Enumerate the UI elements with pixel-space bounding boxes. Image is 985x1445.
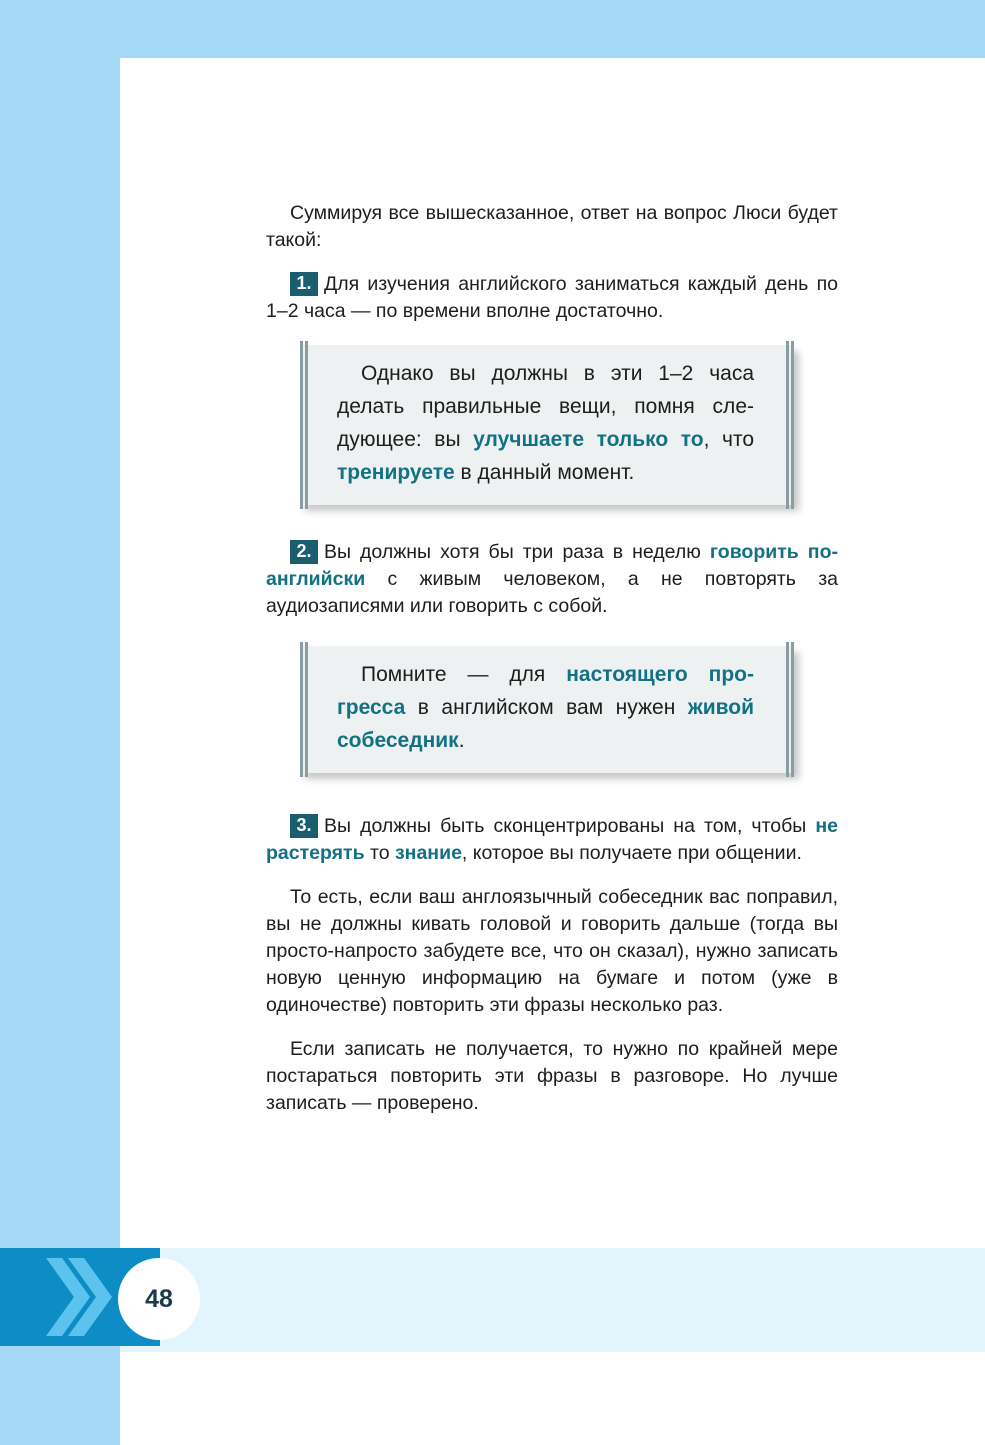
item-2-text-part: Вы должны хотя бы три раза в неделю: [324, 541, 710, 563]
callout-1-highlight: тренируете: [337, 461, 455, 484]
list-item-3: [266, 813, 838, 867]
item-3-text-part: , которое вы получаете при общении.: [461, 842, 802, 864]
item-3-highlight: не растерять: [266, 815, 838, 864]
callout-1-text-part: Однако вы должны в эти 1–2 часа делать правильные вещи, помня следующее: вы: [337, 362, 754, 451]
callout-right-bar: [786, 341, 794, 509]
item-3-text-part: Вы должны быть сконцентрированы на том, чтобы: [324, 815, 816, 837]
callout-2-text-part: Помните — для: [361, 663, 567, 686]
callout-left-bar: [300, 642, 308, 777]
item-number-3: 3.: [290, 814, 318, 838]
callout-1-text-part: , что: [703, 428, 755, 451]
item-2-text-part: с живым человеком, а не повторять за аудиозаписями или говорить с собой.: [266, 568, 838, 617]
item-3-text-part: то: [364, 842, 395, 864]
callout-2-text-part: .: [458, 729, 465, 752]
item-1-text: Для изучения английского заниматься каждый день по 1–2 часа — по времени вполне достаточно.: [266, 273, 838, 322]
page-top-border: [0, 0, 985, 58]
callout-1-highlight: улучшаете только то: [473, 428, 704, 451]
callout-1-text: [337, 357, 754, 489]
callout-box-2: [300, 646, 794, 773]
item-2-highlight: говорить по-английски: [266, 541, 838, 590]
callout-2-text: [337, 658, 754, 757]
list-item-2: [266, 539, 838, 620]
intro-paragraph: Суммируя все вышесказанное, ответ на вопрос Люси будет такой:: [266, 202, 838, 251]
callout-2-highlight: настоящего прогресса: [337, 663, 754, 719]
callout-1-text-part: в данный момент.: [454, 461, 635, 484]
page-number: 48: [118, 1258, 200, 1340]
body-paragraph-1: То есть, если ваш англоязычный собеседник вас поправил, вы не должны кивать головой и говорить дальше (тогда вы просто-напросто забудете все, что он сказал), нужно записать новую ценную информацию на бумаге и потом (уже в одиночестве) повторить эти фразы несколько раз.: [266, 886, 838, 1016]
list-item-1: [266, 271, 838, 325]
double-chevron-icon: [40, 1252, 120, 1342]
page-left-border: [0, 0, 120, 1445]
item-number-2: 2.: [290, 540, 318, 564]
item-3-highlight: знание: [394, 842, 462, 864]
callout-2-text-part: в английском вам нужен: [405, 696, 688, 719]
page-content: [266, 200, 838, 1117]
item-number-1: 1.: [290, 272, 318, 296]
callout-left-bar: [300, 341, 308, 509]
callout-right-bar: [786, 642, 794, 777]
callout-box-1: [300, 345, 794, 505]
callout-2-highlight: живой собеседник: [337, 696, 754, 752]
footer-band: [120, 1248, 985, 1352]
body-paragraph-2: Если записать не получается, то нужно по крайней мере постараться повторить эти фразы в разговоре. Но лучше записать — проверено.: [266, 1038, 838, 1114]
